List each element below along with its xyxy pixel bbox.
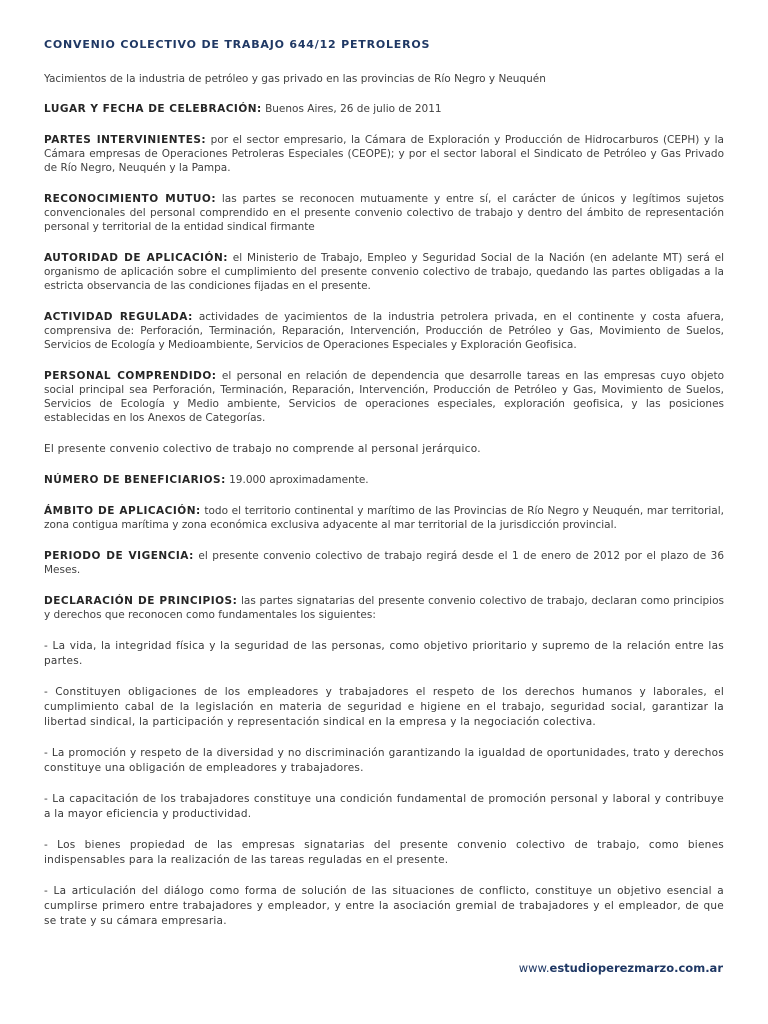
section-text: por el sector empresario, la Cámara de Exploración y Producción de Hidrocarburos (CEPH) y la Cámara empresas de Operaciones Petroleras Especiales (CEOPE); y por el sector laboral el Sindicato de Petróleo y Gas Privado de Río Negro, Neuquén y la Pampa. [44,134,724,174]
section-label: PARTES INTERVINIENTES: [44,134,207,146]
section-ambito-de-aplicacion [44,504,724,532]
section-actividad-regulada [44,310,724,352]
principle-item: - Constituyen obligaciones de los empleadores y trabajadores el respeto de los derechos humanos y laborales, el cumplimiento cabal de la legislación en materia de seguridad e higiene en el trabajo, seguridad social, garantizar la libertad sindical, la participación y representación sindical en la empresa y la negociación colectiva. [44,686,724,728]
section-text: el personal en relación de dependencia que desarrolle tareas en las empresas cuyo objeto social principal sea Perforación, Terminación, Reparación, Intervención, Producción de Petróleo y Gas, Movimiento de Suelos, Servicios de Ecología y Medio ambiente, Servicios de operaciones especiales, exploración geofisica, y las posiciones establecidas en los Anexos de Categorías. [44,370,724,424]
section-text: el Ministerio de Trabajo, Empleo y Seguridad Social de la Nación (en adelante MT) será el organismo de aplicación sobre el cumplimiento del presente convenio colectivo de trabajo, quedando las partes obligadas a la estricta observancia de las condiciones fijadas en el presente. [44,252,725,292]
note-personal-jerarquico [44,442,724,456]
section-label: DECLARACIÓN DE PRINCIPIOS: [44,595,238,607]
principle-item: - La capacitación de los trabajadores constituye una condición fundamental de promoción personal y laboral y contribuye a la mayor eficiencia y productividad. [44,793,724,820]
section-autoridad-de-aplicacion [44,251,724,293]
section-label: LUGAR Y FECHA DE CELEBRACIÓN: [44,103,262,115]
principle-item: - Los bienes propiedad de las empresas signatarias del presente convenio colectivo de trabajo, como bienes indispensables para la realización de las tareas reguladas en el presente. [44,839,724,866]
section-label: RECONOCIMIENTO MUTUO: [44,193,217,205]
principle-item: - La promoción y respeto de la diversidad y no discriminación garantizando la igualdad de oportunidades, trato y derechos constituye una obligación de empleadores y trabajadores. [44,747,724,774]
section-label: ACTIVIDAD REGULADA: [44,311,193,323]
footer-url-domain: estudioperezmarzo.com.ar [549,961,723,975]
section-lugar-y-fecha [44,102,724,116]
section-text: El presente convenio colectivo de trabajo no comprende al personal jerárquico. [44,443,481,455]
section-label: NÚMERO DE BENEFICIARIOS: [44,474,226,486]
principle-item: - La articulación del diálogo como forma de solución de las situaciones de conflicto, constituye un objetivo esencial a cumplirse primero entre trabajadores y empleador, y entre la asociación gremial de trabajadores y el empleador, de que se trate y su cámara empresaria. [44,885,724,927]
section-label: PERSONAL COMPRENDIDO: [44,370,217,382]
principle-item: - La vida, la integridad física y la seguridad de las personas, como objetivo prioritario y supremo de la relación entre las partes. [44,640,724,667]
footer-website-link[interactable] [519,961,723,975]
section-numero-de-beneficiarios [44,473,724,487]
section-periodo-de-vigencia [44,549,724,577]
footer-url-prefix: www. [518,961,550,975]
section-partes-intervinientes [44,133,724,175]
section-reconocimiento-mutuo [44,192,724,234]
section-text: actividades de yacimientos de la industria petrolera privada, en el continente y costa afuera, comprensiva de: Perforación, Terminación, Reparación, Intervención, Producción de Petróleo y Gas, Movimiento de Suelos, Servicios de Ecología y Medioambiente, Servicios de Operaciones Especiales y Exploración Geofisica. [44,311,724,351]
document-title: CONVENIO COLECTIVO DE TRABAJO 644/12 PETROLEROS [44,38,431,51]
section-label: ÁMBITO DE APLICACIÓN: [44,505,201,517]
section-text: todo el territorio continental y marítimo de las Provincias de Río Negro y Neuquén, mar territorial, zona contigua marítima y zona económica exclusiva adyacente al mar territorial de la jurisdicción provincial. [44,505,724,531]
document-subtitle: Yacimientos de la industria de petróleo y gas privado en las provincias de Río Negro y Neuquén [44,73,546,85]
section-text: las partes signatarias del presente convenio colectivo de trabajo, declaran como principios y derechos que reconocen como fundamentales los siguientes: [44,595,724,621]
section-text: las partes se reconocen mutuamente y entre sí, el carácter de únicos y legítimos sujetos convencionales del personal comprendido en el presente convenio colectivo de trabajo y dentro del ámbito de representación personal y territorial de la entidad sindical firmante [44,193,724,233]
section-text: 19.000 aproximadamente. [229,474,369,486]
section-label: PERIODO DE VIGENCIA: [44,550,194,562]
section-label: AUTORIDAD DE APLICACIÓN: [44,252,228,264]
section-text: Buenos Aires, 26 de julio de 2011 [265,103,442,115]
section-text: el presente convenio colectivo de trabajo regirá desde el 1 de enero de 2012 por el plazo de 36 Meses. [44,550,724,576]
section-declaracion-de-principios [44,594,724,622]
section-personal-comprendido [44,369,724,425]
